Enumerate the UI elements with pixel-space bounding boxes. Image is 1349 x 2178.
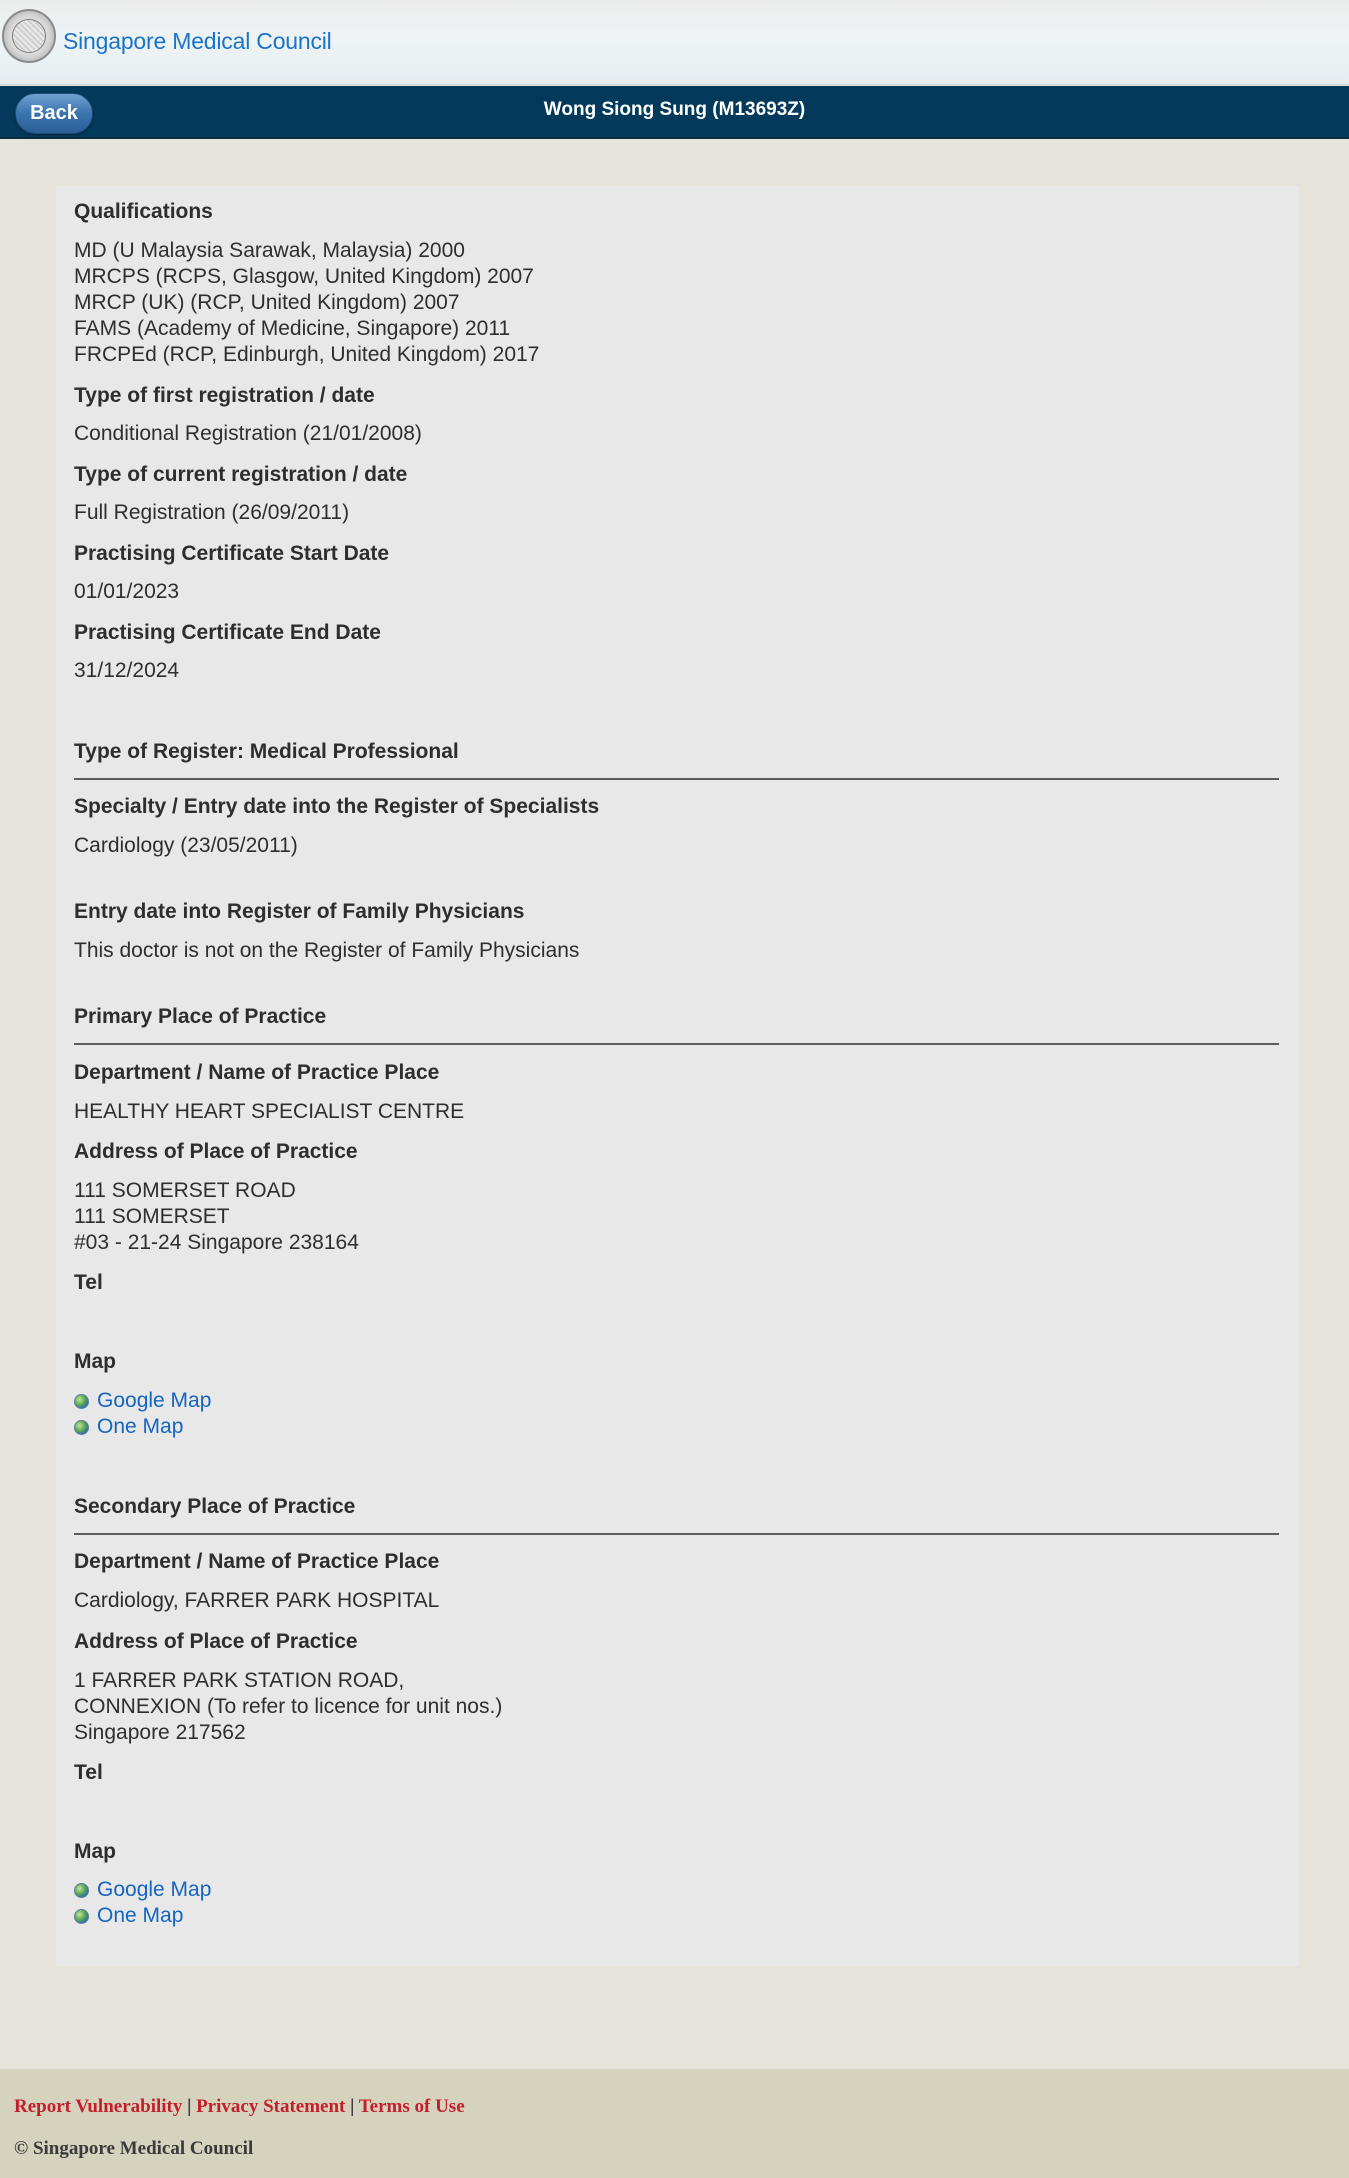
secondary-dept-value: Cardiology, FARRER PARK HOSPITAL <box>74 1589 440 1612</box>
secondary-dept-heading: Department / Name of Practice Place <box>74 1550 440 1573</box>
qualification-item: FAMS (Academy of Medicine, Singapore) 2011 <box>74 317 511 340</box>
primary-dept-heading: Department / Name of Practice Place <box>74 1061 440 1084</box>
primary-map-heading: Map <box>74 1350 116 1373</box>
seal-icon <box>12 19 46 53</box>
globe-icon <box>74 1909 89 1924</box>
secondary-address <box>74 1668 1279 1746</box>
primary-address-heading: Address of Place of Practice <box>74 1140 358 1163</box>
site-header <box>0 0 1349 85</box>
cert-end-value: 31/12/2024 <box>74 659 180 682</box>
divider <box>74 1043 1279 1045</box>
address-line: 1 FARRER PARK STATION ROAD, <box>74 1669 405 1692</box>
secondary-map-links <box>74 1877 1279 1929</box>
title-bar <box>0 86 1349 139</box>
footer-separator: | <box>187 2096 192 2117</box>
current-registration-value: Full Registration (26/09/2011) <box>74 501 350 524</box>
qualification-item: MRCPS (RCPS, Glasgow, United Kingdom) 2007 <box>74 265 534 288</box>
secondary-map-heading: Map <box>74 1840 116 1863</box>
first-registration-value: Conditional Registration (21/01/2008) <box>74 422 422 445</box>
cert-end-heading: Practising Certificate End Date <box>74 621 381 644</box>
qualification-item: MRCP (UK) (RCP, United Kingdom) 2007 <box>74 291 460 314</box>
privacy-statement-link[interactable]: Privacy Statement <box>196 2096 346 2117</box>
primary-address <box>74 1178 1279 1256</box>
family-physicians-value: This doctor is not on the Register of Family Physicians <box>74 939 580 962</box>
one-map-link[interactable]: One Map <box>97 1415 184 1438</box>
divider <box>74 1533 1279 1535</box>
secondary-address-heading: Address of Place of Practice <box>74 1630 358 1653</box>
globe-icon <box>74 1394 89 1409</box>
divider <box>74 778 1279 780</box>
one-map-link[interactable]: One Map <box>97 1904 184 1927</box>
qualification-item: FRCPEd (RCP, Edinburgh, United Kingdom) 2017 <box>74 343 540 366</box>
back-button[interactable]: Back <box>15 93 93 134</box>
qualification-item: MD (U Malaysia Sarawak, Malaysia) 2000 <box>74 239 465 262</box>
family-physicians-heading: Entry date into Register of Family Physicians <box>74 900 525 923</box>
one-map-link-row[interactable] <box>74 1414 1279 1440</box>
primary-map-links <box>74 1388 1279 1440</box>
google-map-link[interactable]: Google Map <box>97 1389 212 1412</box>
secondary-tel-heading: Tel <box>74 1761 103 1784</box>
address-line: 111 SOMERSET <box>74 1205 230 1228</box>
specialty-heading: Specialty / Entry date into the Register of Specialists <box>74 795 600 818</box>
terms-of-use-link[interactable]: Terms of Use <box>358 2096 465 2117</box>
qualifications-heading: Qualifications <box>74 200 213 223</box>
address-line: CONNEXION (To refer to licence for unit nos.) <box>74 1695 503 1718</box>
cert-start-value: 01/01/2023 <box>74 580 180 603</box>
address-line: Singapore 217562 <box>74 1721 246 1744</box>
primary-dept-value: HEALTHY HEART SPECIALIST CENTRE <box>74 1100 465 1123</box>
report-vulnerability-link[interactable]: Report Vulnerability <box>14 2096 183 2117</box>
google-map-link-row[interactable] <box>74 1388 1279 1414</box>
current-registration-heading: Type of current registration / date <box>74 463 408 486</box>
page-title: Wong Siong Sung (M13693Z) <box>543 99 806 120</box>
site-name[interactable]: Singapore Medical Council <box>63 28 332 54</box>
footer-links <box>14 2096 465 2118</box>
copyright-text: © Singapore Medical Council <box>14 2138 254 2159</box>
google-map-link[interactable]: Google Map <box>97 1878 212 1901</box>
smc-logo[interactable] <box>2 9 56 63</box>
one-map-link-row[interactable] <box>74 1903 1279 1929</box>
primary-practice-heading: Primary Place of Practice <box>74 1005 327 1028</box>
google-map-link-row[interactable] <box>74 1877 1279 1903</box>
primary-tel-heading: Tel <box>74 1271 103 1294</box>
first-registration-heading: Type of first registration / date <box>74 384 375 407</box>
qualifications-list <box>74 238 1279 368</box>
footer-separator: | <box>350 2096 355 2117</box>
cert-start-heading: Practising Certificate Start Date <box>74 542 390 565</box>
globe-icon <box>74 1883 89 1898</box>
globe-icon <box>74 1420 89 1435</box>
address-line: 111 SOMERSET ROAD <box>74 1179 296 1202</box>
specialty-value: Cardiology (23/05/2011) <box>74 834 298 857</box>
register-type-heading: Type of Register: Medical Professional <box>74 740 459 763</box>
secondary-practice-heading: Secondary Place of Practice <box>74 1495 356 1518</box>
site-footer <box>0 2069 1349 2178</box>
address-line: #03 - 21-24 Singapore 238164 <box>74 1231 359 1254</box>
